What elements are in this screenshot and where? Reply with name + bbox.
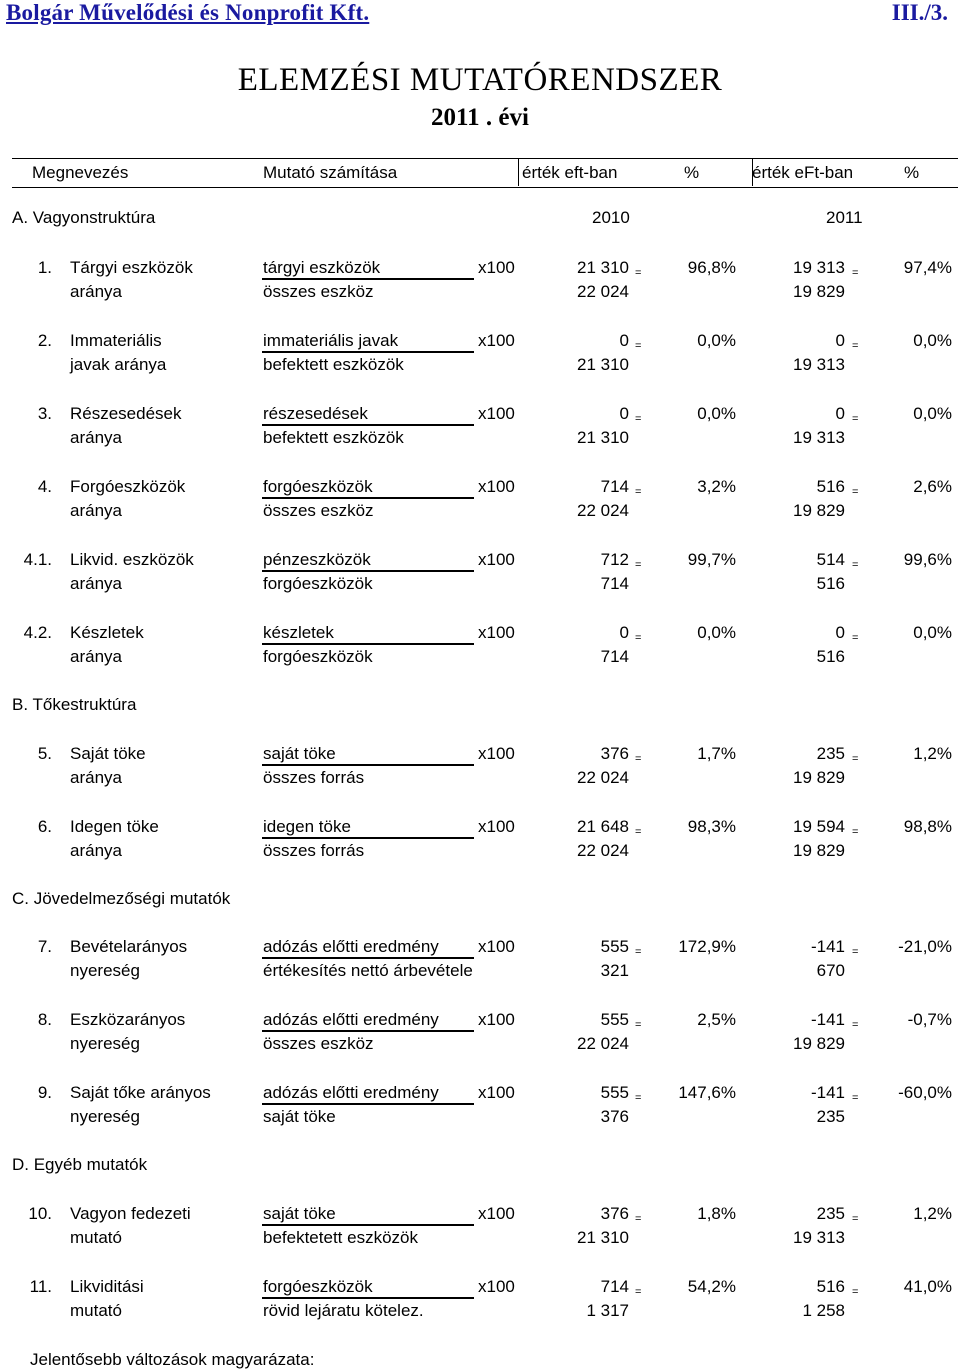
row-number: 1.	[37, 258, 52, 277]
row-number: 5.	[37, 744, 52, 763]
section-label: A. Vagyonstruktúra	[12, 208, 156, 227]
row-number: 8.	[37, 1010, 52, 1029]
formula-denominator: befektett eszközök	[263, 428, 404, 447]
value-2010-denominator: 714	[600, 574, 629, 593]
fraction-bar	[262, 351, 474, 353]
value-2011-denominator: 19 829	[793, 282, 845, 301]
value-2011-numerator: -141	[810, 1083, 845, 1102]
value-2011-numerator: 19 313	[793, 258, 845, 277]
formula-denominator: befektett eszközök	[263, 355, 404, 374]
indicator-name-line2: javak aránya	[70, 355, 167, 374]
percent-2011: 97,4%	[903, 258, 952, 277]
equals-sign: =	[852, 413, 859, 425]
row-number: 4.	[37, 477, 52, 496]
multiplier: x100	[478, 1010, 515, 1029]
formula-numerator: forgóeszközök	[263, 1277, 373, 1296]
row-number: 6.	[37, 817, 52, 836]
fraction-bar	[262, 837, 474, 839]
equals-sign: =	[852, 946, 859, 958]
percent-2010: 0,0%	[697, 404, 736, 423]
value-2011-numerator: 235	[816, 1204, 845, 1223]
value-2011-denominator: 19 313	[793, 1228, 845, 1247]
value-2010-denominator: 22 024	[577, 768, 629, 787]
indicator-name-line2: aránya	[70, 282, 122, 301]
percent-2010: 2,5%	[697, 1010, 736, 1029]
value-2011-denominator: 19 829	[793, 1034, 845, 1053]
section-label: D. Egyéb mutatók	[12, 1155, 148, 1174]
percent-2011: 1,2%	[913, 1204, 952, 1223]
percent-2010: 172,9%	[678, 937, 736, 956]
indicator-name-line2: nyereség	[70, 961, 140, 980]
value-2011-numerator: 0	[835, 404, 845, 423]
value-2010-denominator: 376	[600, 1107, 629, 1126]
value-2010-numerator: 376	[600, 1204, 629, 1223]
percent-2010: 0,0%	[697, 331, 736, 350]
document-year: 2011 . évi	[431, 104, 529, 131]
value-2011-numerator: -141	[810, 937, 845, 956]
value-2010-denominator: 21 310	[577, 428, 629, 447]
indicator-name-line1: Saját tőke arányos	[70, 1083, 211, 1102]
section-year-2011: 2011	[826, 208, 863, 227]
equals-sign: =	[852, 753, 859, 765]
value-2010-numerator: 712	[600, 550, 629, 569]
value-2010-numerator: 0	[619, 623, 629, 642]
value-2010-numerator: 555	[600, 937, 629, 956]
row-number: 4.1.	[23, 550, 52, 569]
multiplier: x100	[478, 477, 515, 496]
equals-sign: =	[635, 486, 642, 498]
column-divider	[518, 158, 519, 186]
fraction-bar	[262, 424, 474, 426]
equals-sign: =	[852, 486, 859, 498]
company-name: Bolgár Művelődési és Nonprofit Kft.	[6, 0, 370, 25]
fraction-bar	[262, 497, 474, 499]
percent-2010: 1,7%	[697, 744, 736, 763]
row-number: 3.	[37, 404, 52, 423]
formula-denominator: befektetett eszközök	[263, 1228, 418, 1247]
row-number: 4.2.	[23, 623, 52, 642]
value-2011-denominator: 670	[816, 961, 845, 980]
multiplier: x100	[478, 331, 515, 350]
percent-2011: 0,0%	[913, 623, 952, 642]
value-2010-numerator: 555	[600, 1010, 629, 1029]
multiplier: x100	[478, 623, 515, 642]
percent-2010: 3,2%	[697, 477, 736, 496]
indicator-name-line1: Saját töke	[70, 744, 146, 763]
formula-denominator: saját töke	[263, 1107, 336, 1126]
column-header-formula: Mutató számítása	[263, 163, 398, 182]
column-header-name: Megnevezés	[32, 163, 129, 182]
value-2010-denominator: 22 024	[577, 841, 629, 860]
value-2010-denominator: 22 024	[577, 501, 629, 520]
equals-sign: =	[852, 632, 859, 644]
formula-denominator: összes eszköz	[263, 1034, 374, 1053]
column-header-pct1: %	[684, 163, 700, 182]
indicator-name-line1: Bevételarányos	[70, 937, 188, 956]
formula-denominator: összes forrás	[263, 768, 365, 787]
formula-denominator: értékesítés nettó árbevétele	[263, 961, 473, 980]
equals-sign: =	[852, 1213, 859, 1225]
equals-sign: =	[635, 1213, 642, 1225]
percent-2011: 98,8%	[903, 817, 952, 836]
percent-2010: 98,3%	[687, 817, 736, 836]
section-label: C. Jövedelmezőségi mutatók	[12, 889, 231, 908]
multiplier: x100	[478, 258, 515, 277]
page-number: III./3.	[891, 0, 948, 25]
percent-2011: 2,6%	[913, 477, 952, 496]
formula-numerator: saját töke	[263, 744, 336, 763]
value-2011-numerator: -141	[810, 1010, 845, 1029]
value-2010-denominator: 21 310	[577, 355, 629, 374]
value-2010-denominator: 1 317	[586, 1301, 629, 1320]
row-number: 10.	[28, 1204, 52, 1223]
fraction-bar	[262, 1224, 474, 1226]
formula-denominator: forgóeszközök	[263, 647, 373, 666]
formula-numerator: adózás előtti eredmény	[263, 1083, 439, 1102]
multiplier: x100	[478, 744, 515, 763]
multiplier: x100	[478, 1204, 515, 1223]
formula-numerator: forgóeszközök	[263, 477, 373, 496]
equals-sign: =	[635, 946, 642, 958]
formula-numerator: idegen töke	[263, 817, 351, 836]
percent-2011: 0,0%	[913, 331, 952, 350]
equals-sign: =	[852, 826, 859, 838]
equals-sign: =	[635, 1286, 642, 1298]
fraction-bar	[262, 1297, 474, 1299]
percent-2010: 99,7%	[687, 550, 736, 569]
equals-sign: =	[852, 1092, 859, 1104]
indicator-name-line1: Immateriális	[70, 331, 162, 350]
document-title: ELEMZÉSI MUTATÓRENDSZER	[237, 62, 723, 98]
formula-numerator: immateriális javak	[263, 331, 399, 350]
indicator-name-line1: Eszközarányos	[70, 1010, 186, 1029]
percent-2010: 54,2%	[687, 1277, 736, 1296]
formula-denominator: forgóeszközök	[263, 574, 373, 593]
indicator-name-line2: aránya	[70, 501, 122, 520]
percent-2011: 0,0%	[913, 404, 952, 423]
row-number: 2.	[37, 331, 52, 350]
value-2010-numerator: 376	[600, 744, 629, 763]
equals-sign: =	[852, 267, 859, 279]
value-2010-numerator: 0	[619, 404, 629, 423]
value-2011-denominator: 1 258	[802, 1301, 845, 1320]
equals-sign: =	[635, 1092, 642, 1104]
value-2011-denominator: 19 313	[793, 428, 845, 447]
formula-numerator: készletek	[263, 623, 334, 642]
fraction-bar	[262, 1103, 474, 1105]
indicator-name-line2: aránya	[70, 574, 122, 593]
value-2011-denominator: 235	[816, 1107, 845, 1126]
value-2011-denominator: 19 829	[793, 841, 845, 860]
percent-2011: 1,2%	[913, 744, 952, 763]
percent-2011: 41,0%	[903, 1277, 952, 1296]
percent-2011: -0,7%	[907, 1010, 952, 1029]
formula-denominator: összes forrás	[263, 841, 365, 860]
indicator-name-line2: aránya	[70, 768, 122, 787]
value-2011-numerator: 235	[816, 744, 845, 763]
indicator-name-line1: Likvid. eszközök	[70, 550, 194, 569]
value-2011-numerator: 516	[816, 1277, 845, 1296]
equals-sign: =	[852, 1286, 859, 1298]
row-number: 9.	[37, 1083, 52, 1102]
formula-numerator: részesedések	[263, 404, 368, 423]
value-2011-denominator: 19 829	[793, 501, 845, 520]
value-2010-numerator: 21 310	[577, 258, 629, 277]
value-2010-numerator: 714	[600, 1277, 629, 1296]
equals-sign: =	[635, 1019, 642, 1031]
value-2010-denominator: 714	[600, 647, 629, 666]
indicator-name-line2: mutató	[70, 1301, 122, 1320]
value-2010-numerator: 21 648	[577, 817, 629, 836]
value-2010-denominator: 321	[600, 961, 629, 980]
equals-sign: =	[635, 632, 642, 644]
formula-numerator: tárgyi eszközök	[263, 258, 381, 277]
multiplier: x100	[478, 404, 515, 423]
value-2011-numerator: 0	[835, 623, 845, 642]
formula-denominator: összes eszköz	[263, 282, 374, 301]
indicator-name-line2: nyereség	[70, 1107, 140, 1126]
fraction-bar	[262, 278, 474, 280]
formula-denominator: összes eszköz	[263, 501, 374, 520]
formula-numerator: pénzeszközök	[263, 550, 371, 569]
column-header-pct2: %	[904, 163, 920, 182]
indicator-name-line1: Részesedések	[70, 404, 182, 423]
fraction-bar	[262, 957, 474, 959]
indicator-name-line1: Idegen töke	[70, 817, 159, 836]
fraction-bar	[262, 570, 474, 572]
value-2011-numerator: 0	[835, 331, 845, 350]
value-2011-numerator: 19 594	[793, 817, 845, 836]
value-2010-numerator: 714	[600, 477, 629, 496]
percent-2010: 0,0%	[697, 623, 736, 642]
indicator-name-line2: nyereség	[70, 1034, 140, 1053]
value-2010-denominator: 21 310	[577, 1228, 629, 1247]
equals-sign: =	[852, 1019, 859, 1031]
multiplier: x100	[478, 1277, 515, 1296]
percent-2011: -21,0%	[898, 937, 952, 956]
percent-2010: 147,6%	[678, 1083, 736, 1102]
equals-sign: =	[635, 413, 642, 425]
value-2011-numerator: 516	[816, 477, 845, 496]
indicator-name-line1: Vagyon fedezeti	[70, 1204, 191, 1223]
formula-numerator: saját töke	[263, 1204, 336, 1223]
multiplier: x100	[478, 937, 515, 956]
indicator-name-line2: aránya	[70, 428, 122, 447]
equals-sign: =	[852, 340, 859, 352]
fraction-bar	[262, 764, 474, 766]
equals-sign: =	[635, 753, 642, 765]
value-2010-denominator: 22 024	[577, 282, 629, 301]
equals-sign: =	[635, 559, 642, 571]
column-header-value1: érték eft-ban	[522, 163, 618, 182]
indicator-name-line1: Likviditási	[70, 1277, 144, 1296]
indicator-name-line2: aránya	[70, 841, 122, 860]
row-number: 7.	[37, 937, 52, 956]
value-2011-numerator: 514	[816, 550, 845, 569]
value-2011-denominator: 19 313	[793, 355, 845, 374]
percent-2011: -60,0%	[898, 1083, 952, 1102]
value-2011-denominator: 19 829	[793, 768, 845, 787]
multiplier: x100	[478, 817, 515, 836]
fraction-bar	[262, 1030, 474, 1032]
row-number: 11.	[29, 1277, 52, 1296]
formula-denominator: rövid lejáratu kötelez.	[263, 1301, 424, 1320]
value-2011-denominator: 516	[816, 647, 845, 666]
formula-numerator: adózás előtti eredmény	[263, 937, 439, 956]
fraction-bar	[262, 643, 474, 645]
equals-sign: =	[635, 826, 642, 838]
indicator-name-line1: Tárgyi eszközök	[70, 258, 193, 277]
column-divider	[752, 158, 753, 186]
section-year-2010: 2010	[592, 208, 630, 227]
equals-sign: =	[635, 340, 642, 352]
percent-2010: 96,8%	[687, 258, 736, 277]
value-2010-numerator: 555	[600, 1083, 629, 1102]
column-header-value2: érték eFt-ban	[752, 163, 854, 182]
column-header-row	[12, 158, 958, 188]
equals-sign: =	[635, 267, 642, 279]
formula-numerator: adózás előtti eredmény	[263, 1010, 439, 1029]
indicator-name-line1: Forgóeszközök	[70, 477, 186, 496]
multiplier: x100	[478, 550, 515, 569]
equals-sign: =	[852, 559, 859, 571]
percent-2010: 1,8%	[697, 1204, 736, 1223]
section-label: B. Tőkestruktúra	[12, 695, 137, 714]
value-2010-numerator: 0	[619, 331, 629, 350]
indicator-name-line2: mutató	[70, 1228, 122, 1247]
value-2010-denominator: 22 024	[577, 1034, 629, 1053]
percent-2011: 99,6%	[903, 550, 952, 569]
value-2011-denominator: 516	[816, 574, 845, 593]
footer-note: Jelentősebb változások magyarázata:	[30, 1350, 315, 1369]
indicator-name-line1: Készletek	[70, 623, 144, 642]
indicator-name-line2: aránya	[70, 647, 122, 666]
multiplier: x100	[478, 1083, 515, 1102]
